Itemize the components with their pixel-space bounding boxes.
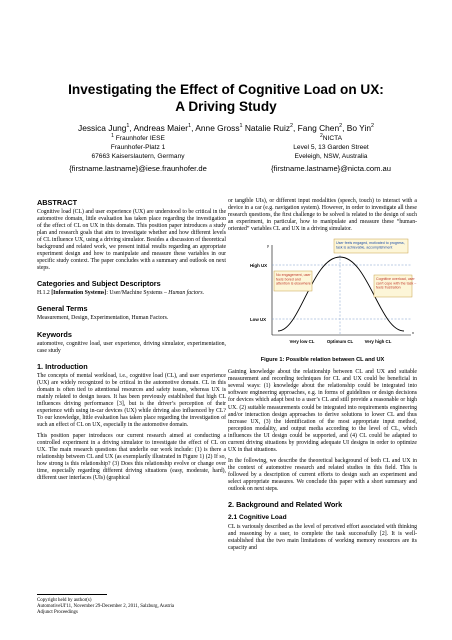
right-paragraph-continued: or tangible UIs), or different input modalities (speech, touch) to interact with a device in a car (e.g. navigation system). However, in order to investigate all these research questions, the first challenge to be solved is related to the design of such an experiment, in particular, how to manipulate and measure these “human-oriented” variables CL and UX in a driving simulator. xyxy=(228,198,417,233)
author-name: Fang Chen xyxy=(297,122,340,133)
categories-heading: Categories and Subject Descriptors xyxy=(37,279,161,289)
introduction-paragraph-2: This position paper introduces our current research aimed at conducting a controlled experiment in a driving simulator to investigate the effect of CL on UX. The main research questions that underlie our work include: (1) is there a relationship between CL and UX (as exemplarily illustrated in Figure 1) (2) If so, how strong is this relationship? (3) Does this relationship evolve or change over time, especially regarding different driving situations (easy, moderate, hard), different user interfaces (UIs) (graphical xyxy=(37,432,226,482)
x-tick-optimum: Optimum CL xyxy=(326,339,354,345)
y-tick-high: High UX xyxy=(250,263,268,269)
annotation-engaged-line-1: User feels engaged, motivated to progress, xyxy=(336,241,405,246)
right-paragraph-4: CL is variously described as the level of perceived effort associated with thinking and reasoning by a user, to complete the task successfully [2]. It is well-established that the two main limitations of working memory resources are its capacity and xyxy=(228,524,417,552)
general-terms-heading: General Terms xyxy=(37,304,88,314)
categories-italic: Human factors. xyxy=(168,290,205,297)
author-affiliation-sup: 2 xyxy=(370,123,374,129)
author-affiliation-sup: 1 xyxy=(188,123,192,129)
annotation-engaged-line-2: task is achievable, accomplishment xyxy=(336,245,393,250)
figure-1 xyxy=(228,237,417,355)
y-axis-label: y xyxy=(267,243,269,249)
author-affiliation-sup: 1 xyxy=(239,123,243,129)
author-affiliation-sup: 1 xyxy=(126,123,130,129)
affiliation-2-org: NICTA xyxy=(322,135,343,143)
title-line-1: Investigating the Effect of Cognitive Load on UX: xyxy=(68,82,384,97)
annotation-overload-line-3: feels frustration xyxy=(376,285,401,290)
figure-1-caption: Figure 1: Possible relation between CL and UX xyxy=(260,357,385,364)
keywords-heading: Keywords xyxy=(37,329,72,339)
copyright-notice xyxy=(37,598,217,617)
affiliation-1-email: {firstname.lastname}@iese.fraunhofer.de xyxy=(69,164,207,174)
copyright-line-2: AutomotiveUI'11, November 29-December 2, 2011, Salzburg, Austria xyxy=(37,604,175,610)
author-name: Anne Gross xyxy=(195,122,240,133)
x-tick-very-high: Very high CL xyxy=(364,339,392,345)
author-name: Bo Yin xyxy=(346,122,371,133)
categories-code: H.1.2 xyxy=(37,290,50,297)
affiliation-1-sup: 1 xyxy=(111,133,114,139)
abstract-text: Cognitive load (CL) and user experience (UX) are understood to be critical in the automotive domain, little evaluation has taken place regarding the investigation of the effect of CL on UX in this domain. This position paper introduces a study plan and research goals that aim to investigate whether and how different levels of CL influence UX, using a driving simulator. Besides a discussion of theoretical background and related work, we present initial results regarding an appropriate experiment design and how to manipulate and measure these variables in our specific study context. The paper concludes with a summary and outlook on next steps. xyxy=(37,209,226,272)
annotation-bored-line-3: attention is elsewhere xyxy=(276,281,311,286)
right-paragraph-3: In the following, we describe the theoretical background of both CL and UX in the context of automotive research and related studies in this field. This is followed by a description of current efforts to design such an experiment and select appropriate measures. We conclude this paper with a short summary and outlook on next steps. xyxy=(228,457,417,493)
paper-title xyxy=(40,81,412,115)
author-affiliation-sup: 2 xyxy=(290,123,294,129)
author-name: Andreas Maier xyxy=(133,122,189,133)
cl-ux-chart xyxy=(228,237,417,355)
author-name: Natalie Ruiz xyxy=(244,122,291,133)
x-axis-label: x xyxy=(412,330,414,336)
footnote-rule xyxy=(37,594,107,595)
section-2-heading: 2. Background and Related Work xyxy=(228,500,343,510)
categories-text xyxy=(37,290,226,297)
categories-plain: : User/Machine Systems – xyxy=(106,290,167,297)
right-paragraph-2: Gaining knowledge about the relationship between CL and UX and suitable measurement and recording techniques for CL and UX could be beneficial in several ways: (1) knowledge about the relationship could be integrated into software engineering approaches, e.g. in forms of guidelines or design decisions for devices which adapt best to a user’s CL and still provide a reasonable or high UX. (2) suitable measurements could be integrated into requirements engineering and/or interaction design approaches to derive solutions to lower CL and thus increase UX, (3) the identification of the most appropriate input method, perception modality, and output media according to the level of CL, which influences the UI design could be supported, and (4) CL could be adapted to current driving situations by providing adequate UI designs in order to optimize UX in that situations. xyxy=(228,369,417,453)
x-tick-very-low: Very low CL xyxy=(289,339,315,345)
introduction-paragraph-1: The concepts of mental workload, i.e., cognitive load (CL), and user experience (UX) are widely recognized to be critical in the automotive domain. CL in this domain is often tied to attentional resources and safety issues, whereas UX is mainly related to design issues. It has been previously established that high CL influences driving performance [3], but is the driver’s perception of their experience with using in-car devices (UX) while driving also influenced by CL? To our knowledge, little evaluation has taken place regarding the investigation of such an effect of CL on UX, especially in the automotive domain. xyxy=(37,372,226,428)
copyright-line-1: Copyright held by author(s) xyxy=(37,598,92,603)
affiliation-2 xyxy=(241,132,421,173)
right-column xyxy=(228,198,417,556)
categories-bold: [Information Systems] xyxy=(51,290,107,297)
annotation-overload-line-2: can't cope with the task – xyxy=(376,281,417,286)
annotation-bored-line-2: feels bored and xyxy=(276,277,301,282)
author-name: Jessica Jung xyxy=(78,122,127,133)
y-tick-low: Low UX xyxy=(250,317,267,323)
annotation-overload-line-1: Cognitive overload, user xyxy=(376,277,415,282)
left-column xyxy=(37,198,226,486)
affiliation-2-sup: 2 xyxy=(319,133,323,139)
affiliation-2-city: Eveleigh, NSW, Australia xyxy=(294,153,368,161)
affiliation-2-street: Level 5, 13 Garden Street xyxy=(293,144,369,152)
abstract-heading: ABSTRACT xyxy=(37,198,78,207)
general-terms-text: Measurement, Design, Experimentation, Human Factors. xyxy=(37,315,169,322)
affiliation-1-city: 67663 Kaiserslautern, Germany xyxy=(91,153,185,161)
introduction-heading: 1. Introduction xyxy=(37,361,88,371)
copyright-line-3: Adjunct Proceedings xyxy=(37,610,78,616)
section-2-1-heading: 2.1 Cognitive Load xyxy=(228,514,287,522)
affiliation-1-org: Fraunhofer IESE xyxy=(115,135,165,143)
affiliation-1 xyxy=(48,132,228,173)
annotation-bored-line-1: No engagement, user xyxy=(276,273,311,278)
affiliation-1-street: Fraunhofer-Platz 1 xyxy=(110,144,166,152)
title-line-2: A Driving Study xyxy=(175,99,277,114)
keywords-text: automotive, cognitive load, user experience, driving simulator, experimentation, case study xyxy=(37,340,226,354)
author-affiliation-sup: 2 xyxy=(339,123,343,129)
affiliation-2-email: {firstname.lastname}@nicta.com.au xyxy=(271,164,391,174)
author-list: Jessica Jung$^1$, Andreas Maier$^1$, Anne Gross$^1$ Natalie Ruiz$^2$, Fang Chen$^2$, Bo Yin$^2$ xyxy=(78,122,374,133)
